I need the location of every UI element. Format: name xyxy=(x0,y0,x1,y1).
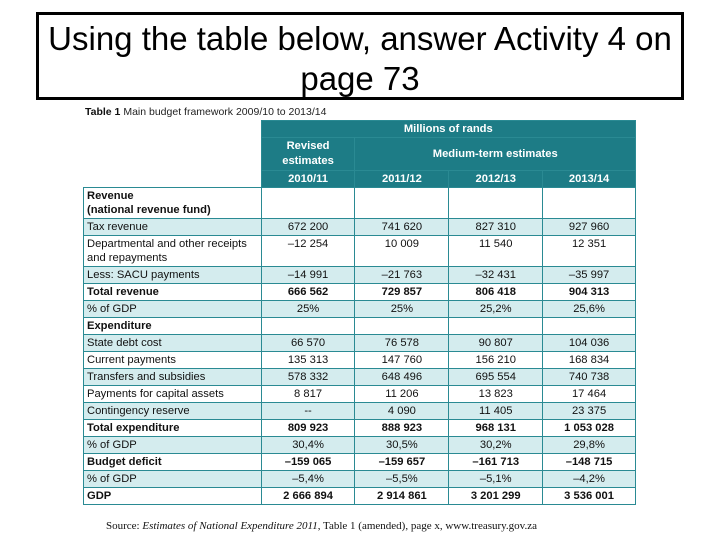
cell-value: 672 200 xyxy=(261,219,355,236)
table-row xyxy=(84,369,636,386)
table-row xyxy=(84,236,636,267)
source-details: , Table 1 (amended), page x, www.treasury.gov.za xyxy=(317,520,537,532)
cell-value: 8 817 xyxy=(261,386,355,403)
table-caption-number: Table 1 xyxy=(85,106,121,118)
row-label: Revenue (national revenue fund) xyxy=(84,188,262,219)
cell-value: 168 834 xyxy=(543,352,636,369)
table-row xyxy=(84,301,636,318)
row-label: % of GDP xyxy=(84,471,262,488)
row-label: Transfers and subsidies xyxy=(84,369,262,386)
cell-value: 30,4% xyxy=(261,437,355,454)
row-label: Current payments xyxy=(84,352,262,369)
cell-value: -- xyxy=(261,403,355,420)
table-row xyxy=(84,352,636,369)
table-row xyxy=(84,454,636,471)
cell-value: 11 540 xyxy=(449,236,543,267)
cell-value: 806 418 xyxy=(449,284,543,301)
cell-value: 76 578 xyxy=(355,335,449,352)
row-label: Budget deficit xyxy=(84,454,262,471)
row-label: State debt cost xyxy=(84,335,262,352)
header-year: 2013/14 xyxy=(543,171,636,188)
table-row xyxy=(84,284,636,301)
cell-value: 12 351 xyxy=(543,236,636,267)
row-label: Payments for capital assets xyxy=(84,386,262,403)
cell-value: 17 464 xyxy=(543,386,636,403)
cell-value xyxy=(355,318,449,335)
cell-value: –21 763 xyxy=(355,267,449,284)
cell-value: 4 090 xyxy=(355,403,449,420)
cell-value: 648 496 xyxy=(355,369,449,386)
row-label: Total expenditure xyxy=(84,420,262,437)
header-millions-of-rands: Millions of rands xyxy=(261,121,635,138)
cell-value: 888 923 xyxy=(355,420,449,437)
cell-value: 3 201 299 xyxy=(449,488,543,505)
slide-title: Using the table below, answer Activity 4 on page 73 xyxy=(36,12,684,100)
cell-value: 827 310 xyxy=(449,219,543,236)
table-row xyxy=(84,335,636,352)
cell-value xyxy=(449,318,543,335)
budget-table-body xyxy=(84,188,636,505)
header-medium-term-estimates: Medium-term estimates xyxy=(355,138,636,171)
cell-value: 904 313 xyxy=(543,284,636,301)
cell-value xyxy=(543,318,636,335)
cell-value: –159 065 xyxy=(261,454,355,471)
cell-value: –35 997 xyxy=(543,267,636,284)
header-revised-estimates: Revised estimates xyxy=(261,138,355,171)
cell-value: 11 405 xyxy=(449,403,543,420)
header-blank xyxy=(84,121,262,138)
cell-value xyxy=(449,188,543,219)
table-row xyxy=(84,267,636,284)
source-note xyxy=(106,520,537,532)
table-row xyxy=(84,420,636,437)
cell-value: –159 657 xyxy=(355,454,449,471)
cell-value: 25,2% xyxy=(449,301,543,318)
source-prefix: Source: xyxy=(106,520,143,532)
table-row xyxy=(84,471,636,488)
table-row xyxy=(84,188,636,219)
table-row xyxy=(84,219,636,236)
cell-value: –5,1% xyxy=(449,471,543,488)
cell-value: 741 620 xyxy=(355,219,449,236)
cell-value: 135 313 xyxy=(261,352,355,369)
cell-value: –5,4% xyxy=(261,471,355,488)
cell-value: 25% xyxy=(261,301,355,318)
row-label: Departmental and other receipts and repayments xyxy=(84,236,262,267)
row-label: % of GDP xyxy=(84,301,262,318)
cell-value: 147 760 xyxy=(355,352,449,369)
cell-value: –32 431 xyxy=(449,267,543,284)
cell-value: 11 206 xyxy=(355,386,449,403)
row-label: GDP xyxy=(84,488,262,505)
cell-value: 30,2% xyxy=(449,437,543,454)
table-row xyxy=(84,437,636,454)
cell-value: –148 715 xyxy=(543,454,636,471)
cell-value: –161 713 xyxy=(449,454,543,471)
cell-value: 23 375 xyxy=(543,403,636,420)
table-caption xyxy=(85,106,326,118)
cell-value: 66 570 xyxy=(261,335,355,352)
cell-value: –4,2% xyxy=(543,471,636,488)
row-label: Tax revenue xyxy=(84,219,262,236)
cell-value: 2 666 894 xyxy=(261,488,355,505)
header-blank xyxy=(84,138,262,171)
cell-value: 10 009 xyxy=(355,236,449,267)
cell-value: 90 807 xyxy=(449,335,543,352)
table-row xyxy=(84,488,636,505)
cell-value xyxy=(261,188,355,219)
row-label: Total revenue xyxy=(84,284,262,301)
cell-value: 1 053 028 xyxy=(543,420,636,437)
table-row xyxy=(84,318,636,335)
cell-value xyxy=(261,318,355,335)
cell-value: 25,6% xyxy=(543,301,636,318)
source-title: Estimates of National Expenditure 2011 xyxy=(142,520,318,532)
cell-value: 29,8% xyxy=(543,437,636,454)
cell-value: 809 923 xyxy=(261,420,355,437)
table-caption-text: Main budget framework 2009/10 to 2013/14 xyxy=(120,106,327,118)
cell-value: 104 036 xyxy=(543,335,636,352)
cell-value: 729 857 xyxy=(355,284,449,301)
cell-value: 578 332 xyxy=(261,369,355,386)
cell-value: 156 210 xyxy=(449,352,543,369)
header-year: 2011/12 xyxy=(355,171,449,188)
cell-value: 695 554 xyxy=(449,369,543,386)
row-label: Expenditure xyxy=(84,318,262,335)
budget-table xyxy=(83,120,636,505)
cell-value: –12 254 xyxy=(261,236,355,267)
row-label: % of GDP xyxy=(84,437,262,454)
cell-value: –5,5% xyxy=(355,471,449,488)
row-label: Contingency reserve xyxy=(84,403,262,420)
cell-value: 30,5% xyxy=(355,437,449,454)
cell-value: 2 914 861 xyxy=(355,488,449,505)
cell-value xyxy=(543,188,636,219)
cell-value: 25% xyxy=(355,301,449,318)
table-row xyxy=(84,386,636,403)
cell-value: 3 536 001 xyxy=(543,488,636,505)
cell-value: 740 738 xyxy=(543,369,636,386)
table-row xyxy=(84,403,636,420)
header-year: 2012/13 xyxy=(449,171,543,188)
header-blank xyxy=(84,171,262,188)
cell-value: 927 960 xyxy=(543,219,636,236)
cell-value: 666 562 xyxy=(261,284,355,301)
cell-value: –14 991 xyxy=(261,267,355,284)
cell-value xyxy=(355,188,449,219)
row-label: Less: SACU payments xyxy=(84,267,262,284)
cell-value: 13 823 xyxy=(449,386,543,403)
header-year: 2010/11 xyxy=(261,171,355,188)
cell-value: 968 131 xyxy=(449,420,543,437)
